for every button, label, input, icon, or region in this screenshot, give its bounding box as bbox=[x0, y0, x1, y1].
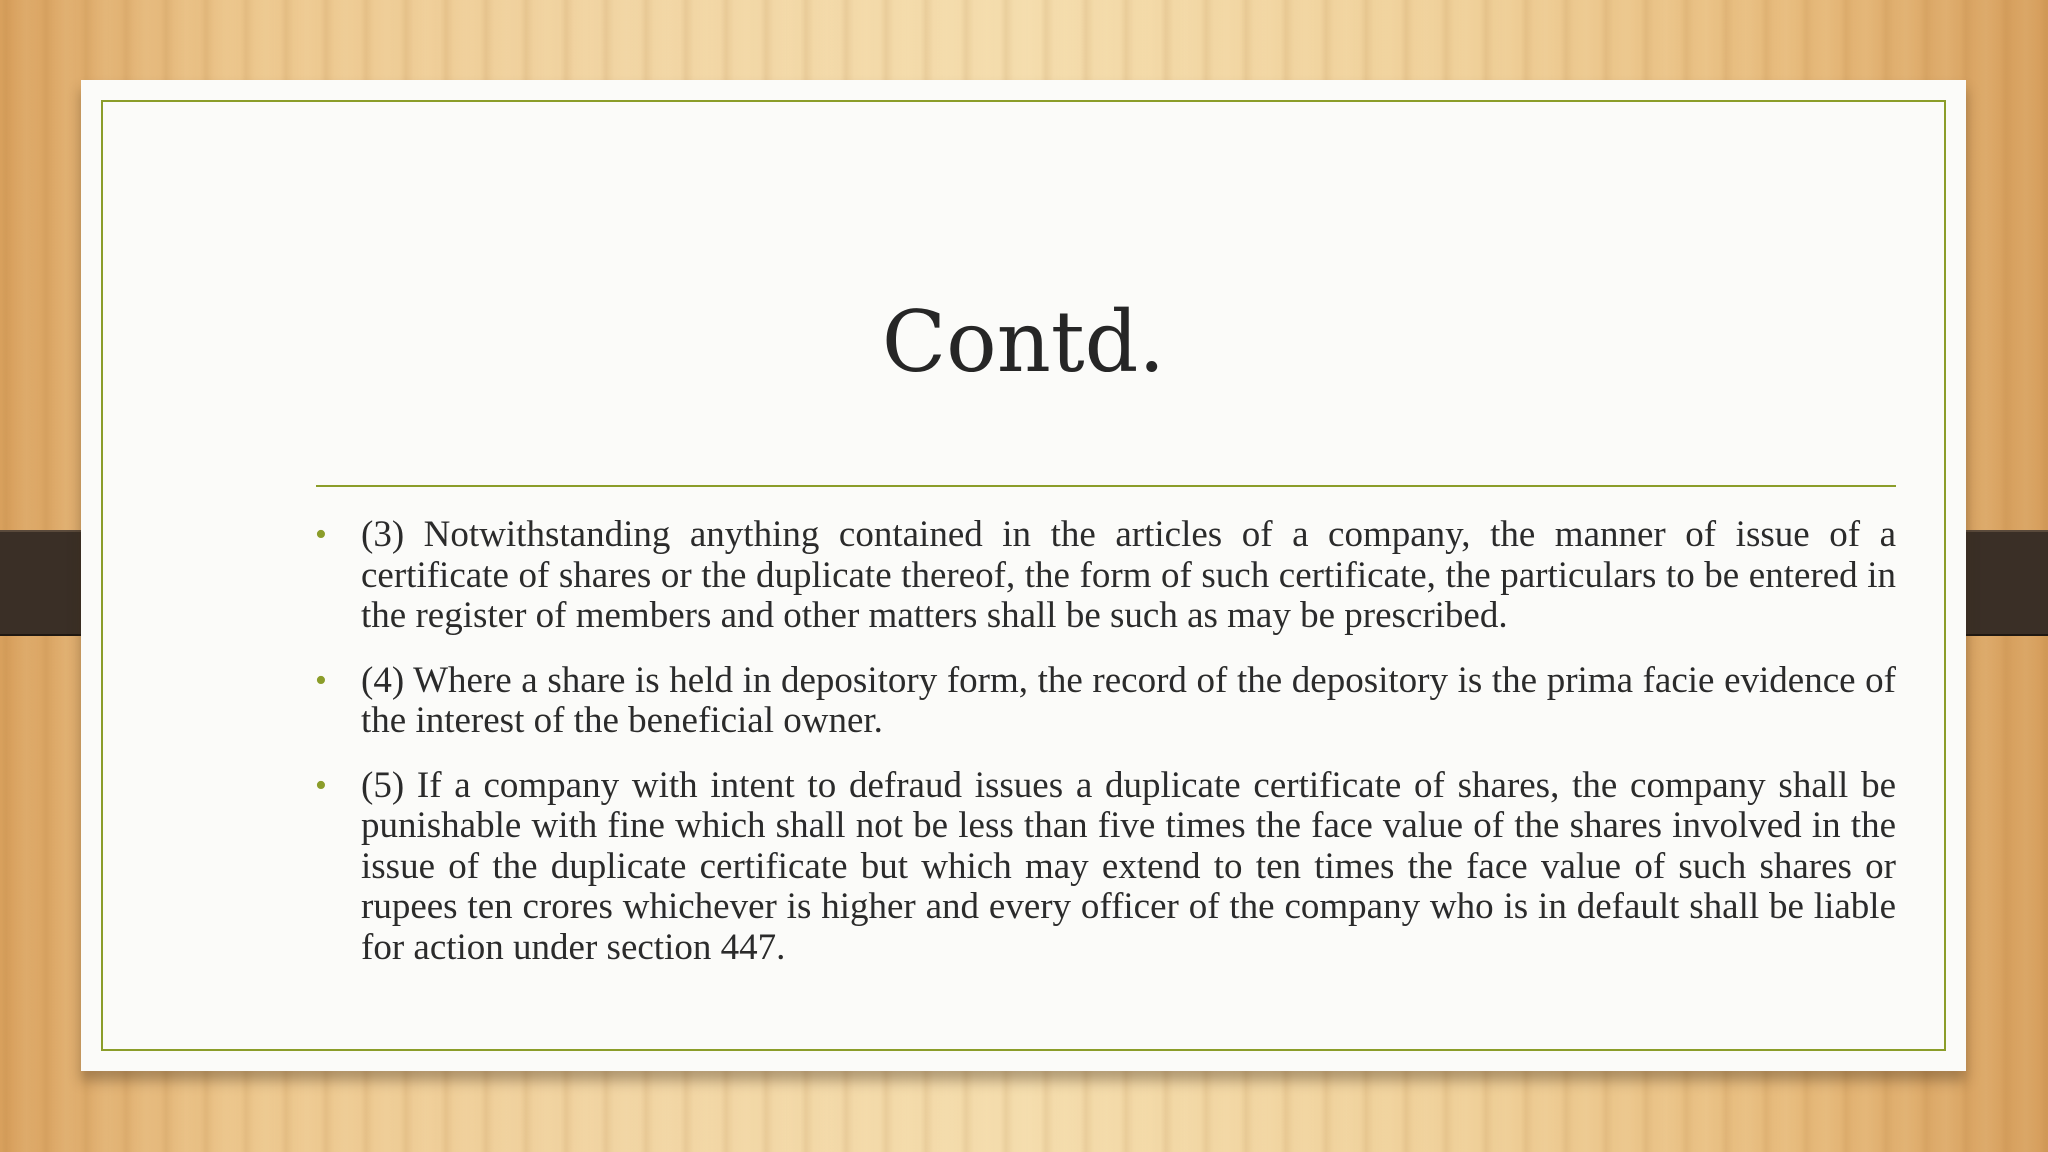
bullet-list bbox=[315, 514, 1896, 992]
bullet-item-3 bbox=[315, 514, 1896, 637]
bullet-item-4 bbox=[315, 659, 1896, 742]
title-divider bbox=[316, 485, 1896, 487]
bullet-dot-icon: • bbox=[315, 661, 327, 699]
slide-canvas bbox=[81, 80, 1966, 1071]
bullet-text: (5) If a company with intent to defraud issues a duplicate certificate of shares, the company shall be punishable with fine which shall not be less than five times the face value of the shares involved in the issue of the duplicate certificate but which may extend to ten times the face value of such shares or rupees ten crores whichever is higher and every officer of the company who is in default shall be liable for action under section 447. bbox=[361, 764, 1896, 968]
bullet-text: (3) Notwithstanding anything contained in the articles of a company, the manner of issue of a certificate of shares or the duplicate thereof, the form of such certificate, the particulars to be entered in the register of members and other matters shall be such as may be prescribed. bbox=[361, 514, 1896, 636]
bullet-text: (4) Where a share is held in depository form, the record of the depository is the prima facie evidence of the interest of the beneficial owner. bbox=[361, 659, 1896, 741]
bullet-item-5 bbox=[315, 764, 1896, 969]
bullet-dot-icon: • bbox=[315, 516, 327, 553]
slide-title: Contd. bbox=[881, 293, 1166, 391]
bullet-dot-icon: • bbox=[315, 766, 327, 804]
